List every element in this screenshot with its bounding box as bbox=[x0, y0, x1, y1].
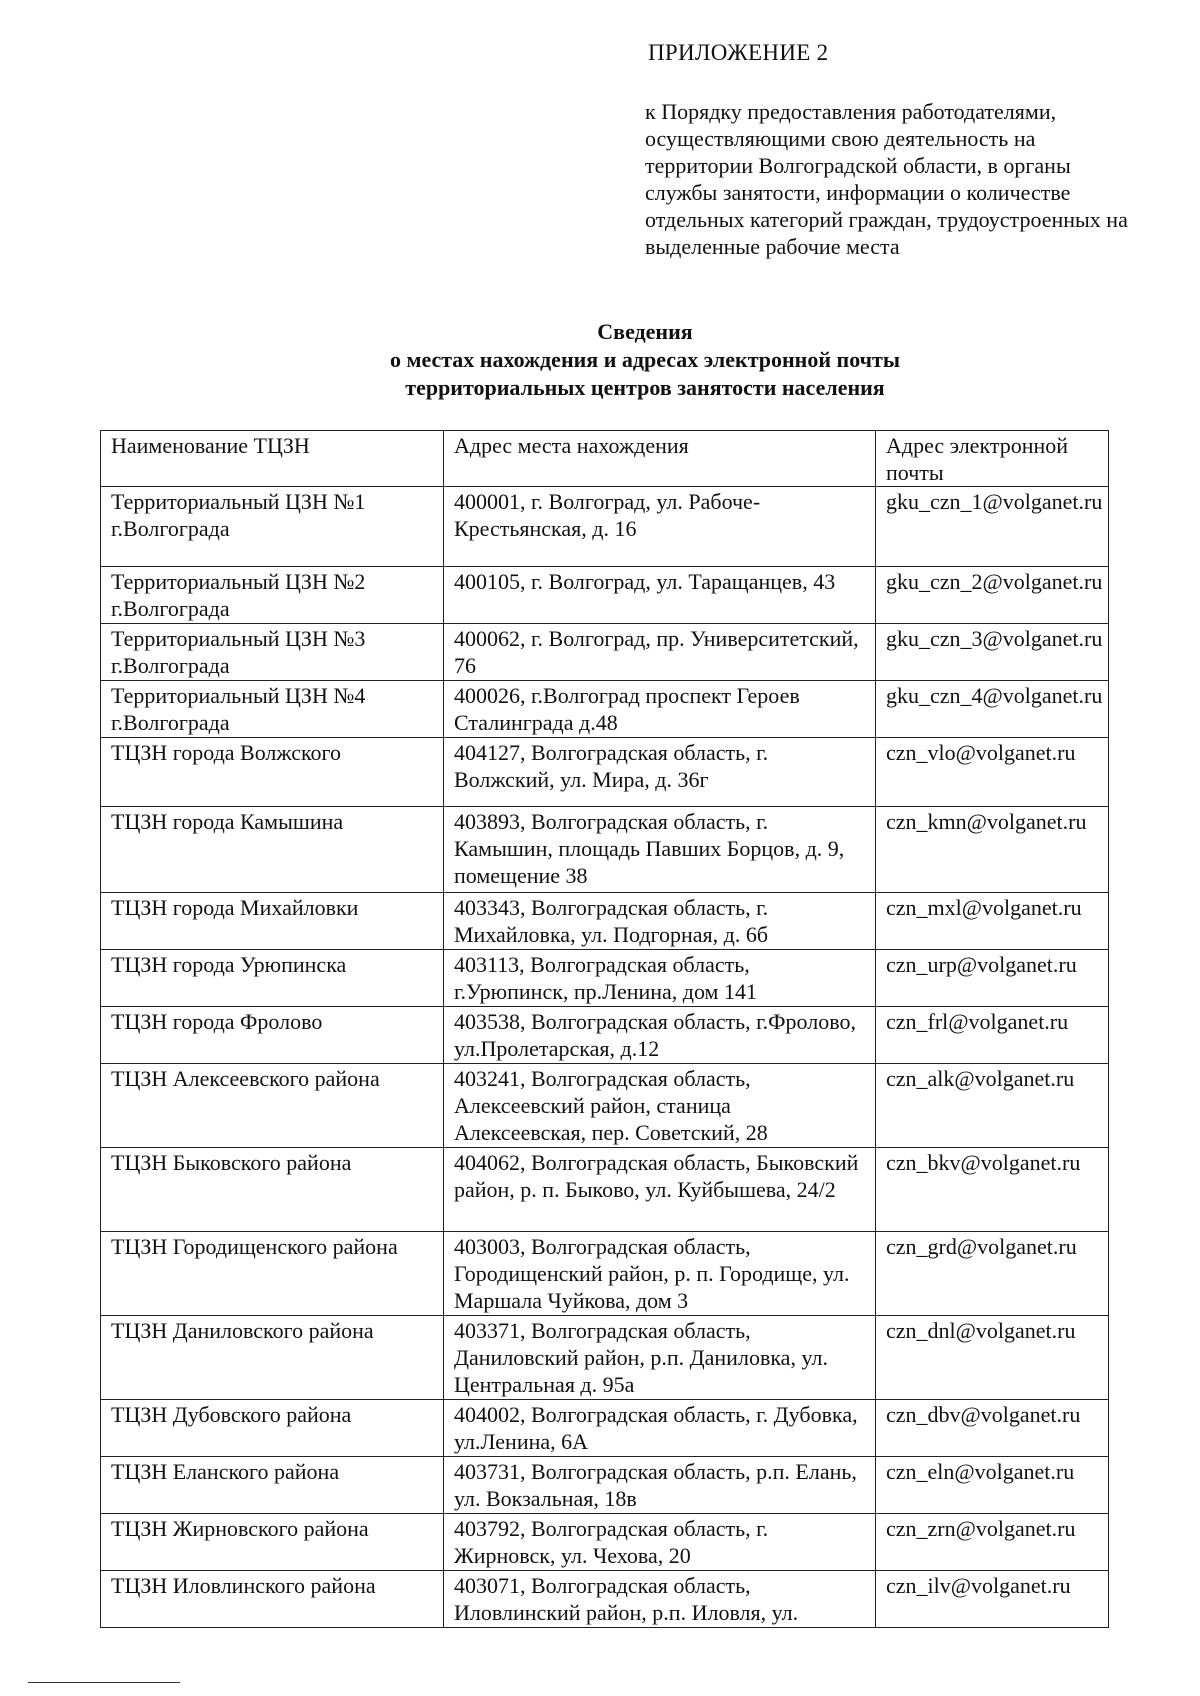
row-name: ТЦЗН города Михайловки bbox=[101, 893, 444, 950]
row-address: 403113, Волгоградская область, г.Урюпинск, пр.Ленина, дом 141 bbox=[444, 950, 876, 1007]
header-name: Наименование ТЦЗН bbox=[101, 431, 444, 487]
row-name: ТЦЗН города Камышина bbox=[101, 807, 444, 893]
table-row bbox=[101, 681, 1109, 738]
table-row bbox=[101, 1064, 1109, 1148]
row-address: 403731, Волгоградская область, р.п. Елань, ул. Вокзальная, 18в bbox=[444, 1457, 876, 1514]
row-name: Территориальный ЦЗН №2 г.Волгограда bbox=[101, 567, 444, 624]
table-row bbox=[101, 1007, 1109, 1064]
row-name: ТЦЗН Дубовского района bbox=[101, 1400, 444, 1457]
row-name: ТЦЗН Городищенского района bbox=[101, 1232, 444, 1316]
row-email: czn_frl@volganet.ru bbox=[876, 1007, 1109, 1064]
row-address: 403792, Волгоградская область, г. Жирновск, ул. Чехова, 20 bbox=[444, 1514, 876, 1571]
row-address: 400105, г. Волгоград, ул. Таращанцев, 43 bbox=[444, 567, 876, 624]
table-row bbox=[101, 487, 1109, 567]
table-row bbox=[101, 950, 1109, 1007]
row-email: gku_czn_3@volganet.ru bbox=[876, 624, 1109, 681]
row-email: czn_kmn@volganet.ru bbox=[876, 807, 1109, 893]
table-header-row bbox=[101, 431, 1109, 487]
row-name: Территориальный ЦЗН №3 г.Волгограда bbox=[101, 624, 444, 681]
row-email: czn_eln@volganet.ru bbox=[876, 1457, 1109, 1514]
row-name: ТЦЗН города Фролово bbox=[101, 1007, 444, 1064]
document-heading bbox=[0, 318, 1200, 402]
table-row bbox=[101, 1514, 1109, 1571]
table-row bbox=[101, 1571, 1109, 1628]
row-email: czn_urp@volganet.ru bbox=[876, 950, 1109, 1007]
row-address: 403241, Волгоградская область, Алексеевский район, станица Алексеевская, пер. Советский, 28 bbox=[444, 1064, 876, 1148]
row-address: 403343, Волгоградская область, г. Михайловка, ул. Подгорная, д. 6б bbox=[444, 893, 876, 950]
row-email: czn_ilv@volganet.ru bbox=[876, 1571, 1109, 1628]
row-address: 400062, г. Волгоград, пр. Университетский, 76 bbox=[444, 624, 876, 681]
appendix-reference-text: к Порядку предоставления работодателями, осуществляющими свою деятельность на территории Волгоградской области, в органы службы занятости, информации о количестве отдельных категорий граждан, трудоустроенных на выделенные рабочие места bbox=[645, 99, 1128, 259]
table-row bbox=[101, 893, 1109, 950]
appendix-title: ПРИЛОЖЕНИЕ 2 bbox=[648, 40, 829, 65]
table-row bbox=[101, 567, 1109, 624]
row-name: ТЦЗН города Волжского bbox=[101, 738, 444, 807]
table-row bbox=[101, 807, 1109, 893]
table-row bbox=[101, 1400, 1109, 1457]
row-address: 403071, Волгоградская область, Иловлинский район, р.п. Иловля, ул. bbox=[444, 1571, 876, 1628]
row-name: ТЦЗН Иловлинского района bbox=[101, 1571, 444, 1628]
header-address: Адрес места нахождения bbox=[444, 431, 876, 487]
row-address: 404002, Волгоградская область, г. Дубовка, ул.Ленина, 6А bbox=[444, 1400, 876, 1457]
table-row bbox=[101, 1457, 1109, 1514]
row-email: gku_czn_4@volganet.ru bbox=[876, 681, 1109, 738]
row-email: czn_dnl@volganet.ru bbox=[876, 1316, 1109, 1400]
row-name: ТЦЗН Быковского района bbox=[101, 1148, 444, 1232]
row-email: czn_bkv@volganet.ru bbox=[876, 1148, 1109, 1232]
row-name: ТЦЗН города Урюпинска bbox=[101, 950, 444, 1007]
row-email: gku_czn_2@volganet.ru bbox=[876, 567, 1109, 624]
heading-line-3: территориальных центров занятости населения bbox=[405, 375, 885, 400]
row-name: ТЦЗН Жирновского района bbox=[101, 1514, 444, 1571]
row-name: ТЦЗН Алексеевского района bbox=[101, 1064, 444, 1148]
row-email: czn_mxl@volganet.ru bbox=[876, 893, 1109, 950]
row-address: 404127, Волгоградская область, г. Волжский, ул. Мира, д. 36г bbox=[444, 738, 876, 807]
row-email: czn_zrn@volganet.ru bbox=[876, 1514, 1109, 1571]
row-name: ТЦЗН Даниловского района bbox=[101, 1316, 444, 1400]
row-address: 404062, Волгоградская область, Быковский район, р. п. Быково, ул. Куйбышева, 24/2 bbox=[444, 1148, 876, 1232]
row-email: czn_vlo@volganet.ru bbox=[876, 738, 1109, 807]
row-address: 400001, г. Волгоград, ул. Рабоче-Крестьянская, д. 16 bbox=[444, 487, 876, 567]
row-address: 403371, Волгоградская область, Даниловский район, р.п. Даниловка, ул. Центральная д. 95а bbox=[444, 1316, 876, 1400]
table-row bbox=[101, 1316, 1109, 1400]
row-address: 403538, Волгоградская область, г.Фролово, ул.Пролетарская, д.12 bbox=[444, 1007, 876, 1064]
footnote-divider bbox=[28, 1682, 180, 1683]
row-address: 403893, Волгоградская область, г. Камышин, площадь Павших Борцов, д. 9, помещение 38 bbox=[444, 807, 876, 893]
row-name: ТЦЗН Еланского района bbox=[101, 1457, 444, 1514]
row-email: czn_dbv@volganet.ru bbox=[876, 1400, 1109, 1457]
row-address: 403003, Волгоградская область, Городищенский район, р. п. Городище, ул. Маршала Чуйкова, дом 3 bbox=[444, 1232, 876, 1316]
row-email: czn_alk@volganet.ru bbox=[876, 1064, 1109, 1148]
row-address: 400026, г.Волгоград проспект Героев Сталинграда д.48 bbox=[444, 681, 876, 738]
row-email: gku_czn_1@volganet.ru bbox=[876, 487, 1109, 567]
table-row bbox=[101, 624, 1109, 681]
heading-line-1: Сведения bbox=[597, 319, 693, 344]
row-name: Территориальный ЦЗН №1 г.Волгограда bbox=[101, 487, 444, 567]
table-row bbox=[101, 1148, 1109, 1232]
tczn-table bbox=[100, 430, 1109, 1628]
header-email: Адрес электронной почты bbox=[876, 431, 1109, 487]
row-email: czn_grd@volganet.ru bbox=[876, 1232, 1109, 1316]
table-row bbox=[101, 738, 1109, 807]
table-row bbox=[101, 1232, 1109, 1316]
row-name: Территориальный ЦЗН №4 г.Волгограда bbox=[101, 681, 444, 738]
heading-line-2: о местах нахождения и адресах электронной почты bbox=[389, 347, 901, 372]
